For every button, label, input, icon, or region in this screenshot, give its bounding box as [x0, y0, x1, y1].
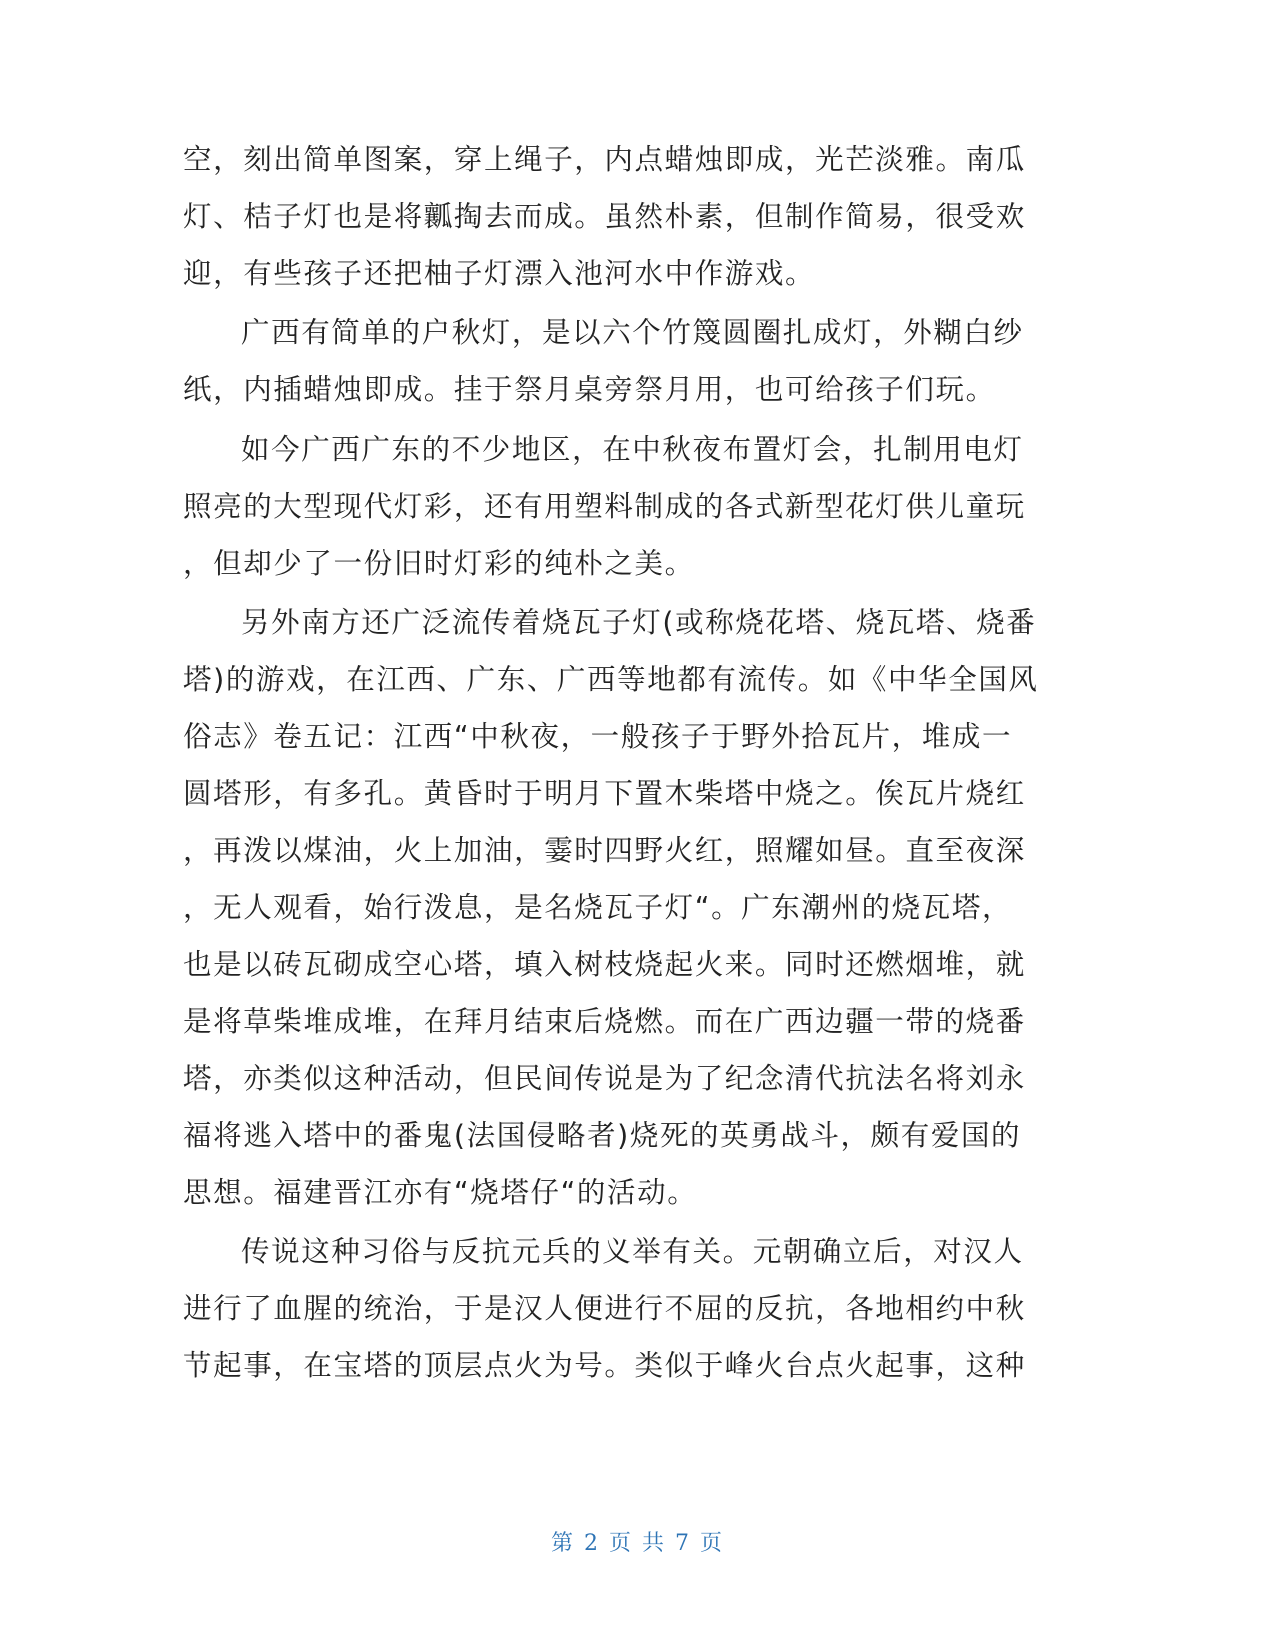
paragraph-4-line-1: 另外南方还广泛流传着烧瓦子灯(或称烧花塔、烧瓦塔、烧番: [241, 606, 1037, 639]
paragraph-4-line-6: ，无人观看，始行泼息，是名烧瓦子灯“。广东潮州的烧瓦塔，: [183, 891, 1013, 924]
paragraph-3-line-3: ，但却少了一份旧时灯彩的纯朴之美。: [183, 547, 695, 580]
paragraph-1-line-3: 迎，有些孩子还把柚子灯漂入池河水中作游戏。: [183, 257, 816, 290]
paragraph-4-line-8: 是将草柴堆成堆，在拜月结束后烧燃。而在广西边疆一带的烧番: [183, 1005, 1026, 1038]
paragraph-4-line-3: 俗志》卷五记：江西“中秋夜，一般孩子于野外拾瓦片，堆成一: [183, 720, 1013, 753]
paragraph-4-line-7: 也是以砖瓦砌成空心塔，填入树枝烧起火来。同时还燃烟堆，就: [183, 948, 1026, 981]
paragraph-2-line-2: 纸，内插蜡烛即成。挂于祭月桌旁祭月用，也可给孩子们玩。: [183, 373, 996, 406]
paragraph-4-line-9: 塔，亦类似这种活动，但民间传说是为了纪念清代抗法名将刘永: [183, 1062, 1026, 1095]
paragraph-5-line-2: 进行了血腥的统治，于是汉人便进行不屈的反抗，各地相约中秋: [183, 1292, 1026, 1325]
paragraph-5-line-1: 传说这种习俗与反抗元兵的义举有关。元朝确立后，对汉人: [241, 1235, 1024, 1268]
paragraph-4-line-5: ，再泼以煤油，火上加油，霎时四野火红，照耀如昼。直至夜深: [183, 834, 1026, 867]
paragraph-1-line-2: 灯、桔子灯也是将瓤掏去而成。虽然朴素，但制作简易，很受欢: [183, 200, 1026, 233]
paragraph-4-line-2: 塔)的游戏，在江西、广东、广西等地都有流传。如《中华全国风: [183, 663, 1039, 696]
paragraph-1-line-1: 空，刻出简单图案，穿上绳子，内点蜡烛即成，光芒淡雅。南瓜: [183, 143, 1026, 176]
paragraph-2-line-1: 广西有简单的户秋灯，是以六个竹篾圆圈扎成灯，外糊白纱: [241, 316, 1024, 349]
page-footer: 第 2 页 共 7 页: [551, 1531, 724, 1556]
paragraph-4-line-4: 圆塔形，有多孔。黄昏时于明月下置木柴塔中烧之。俟瓦片烧红: [183, 777, 1026, 810]
paragraph-4-line-10: 福将逃入塔中的番鬼(法国侵略者)烧死的英勇战斗，颇有爱国的: [183, 1119, 1022, 1152]
paragraph-5-line-3: 节起事，在宝塔的顶层点火为号。类似于峰火台点火起事，这种: [183, 1349, 1026, 1382]
paragraph-4-line-11: 思想。福建晋江亦有“烧塔仔“的活动。: [183, 1176, 698, 1209]
paragraph-3-line-1: 如今广西广东的不少地区，在中秋夜布置灯会，扎制用电灯: [241, 433, 1024, 466]
paragraph-3-line-2: 照亮的大型现代灯彩，还有用塑料制成的各式新型花灯供儿童玩: [183, 490, 1026, 523]
